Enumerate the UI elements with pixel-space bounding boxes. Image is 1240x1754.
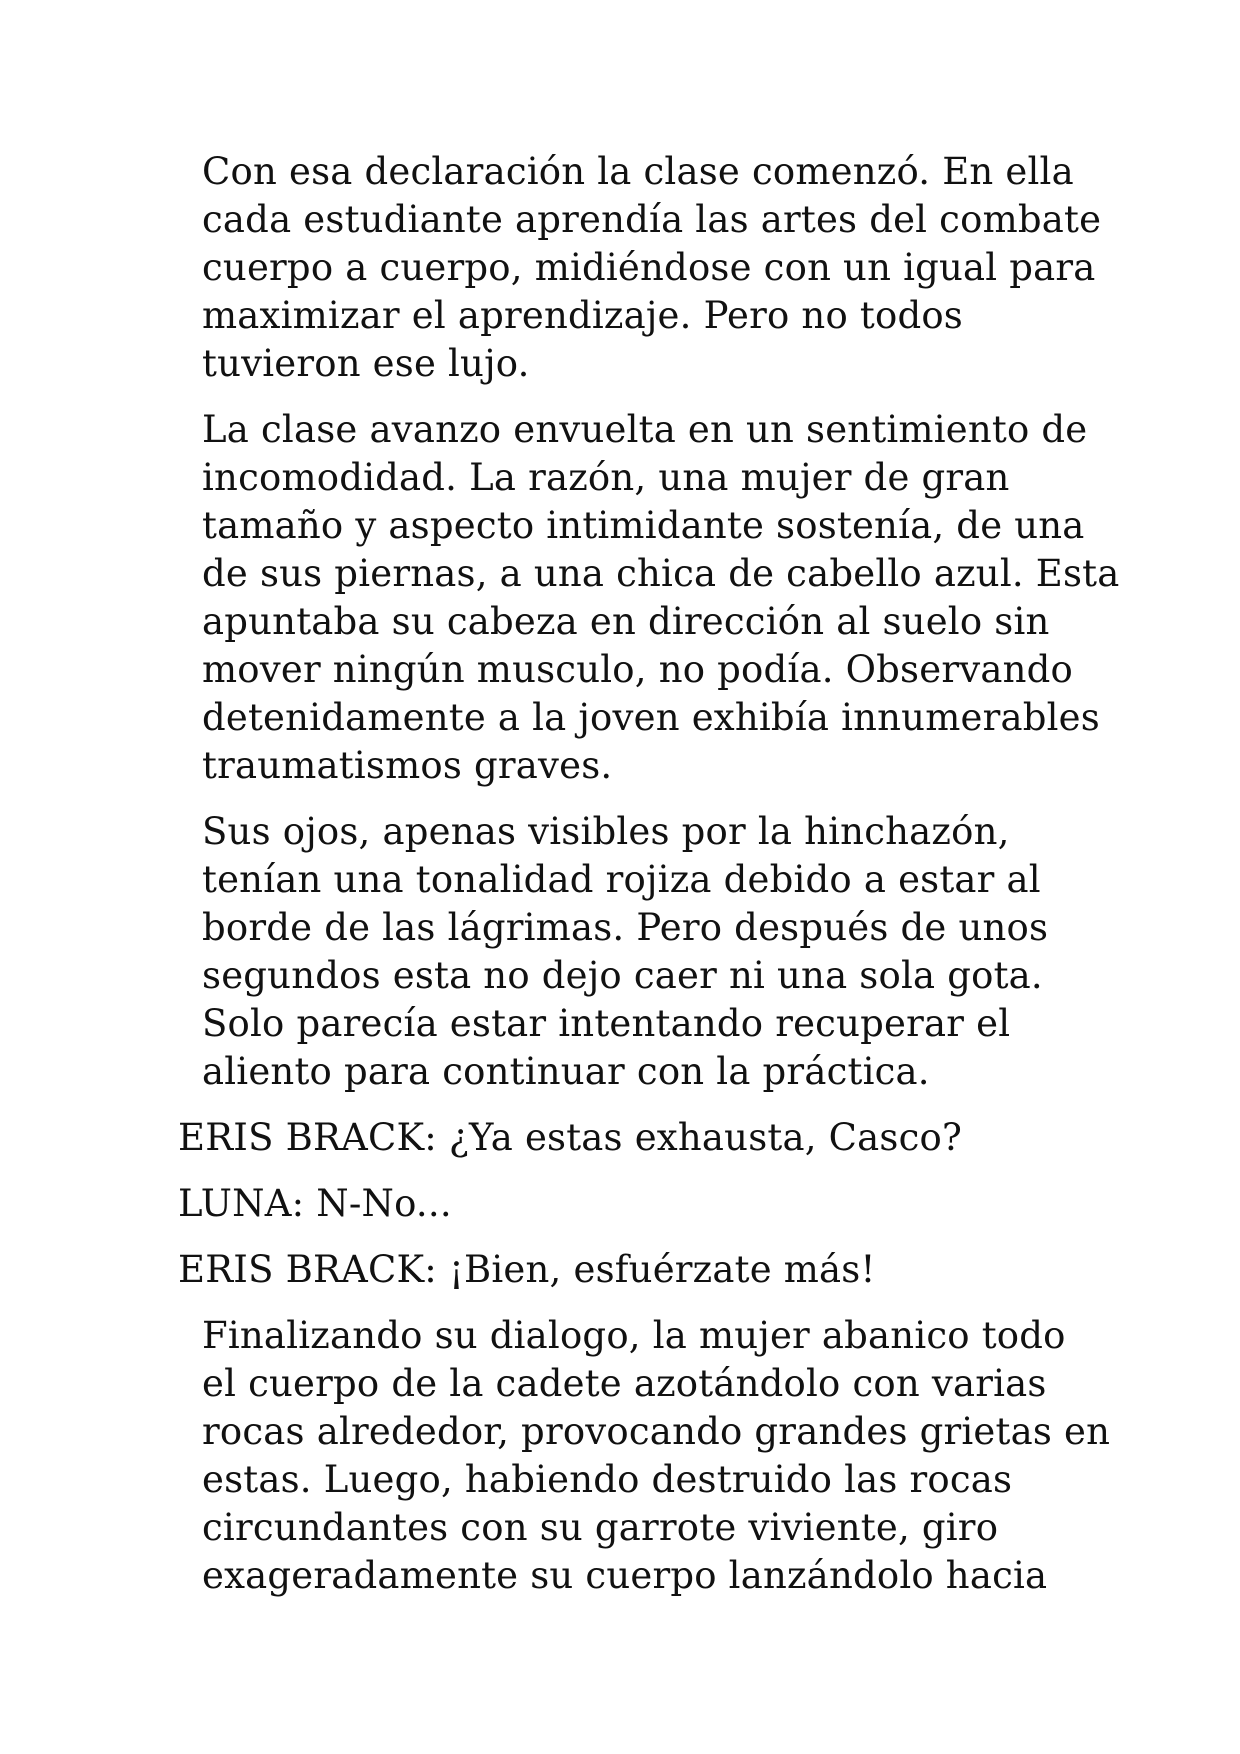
text-line: Solo parecía estar intentando recuperar el	[202, 1002, 1011, 1045]
text-line: tamaño y aspecto intimidante sostenía, de una	[202, 504, 1085, 547]
dialogue-eris-2	[178, 1246, 1078, 1294]
text-line: tenían una tonalidad rojiza debido a estar al	[202, 858, 1041, 901]
text-line: borde de las lágrimas. Pero después de unos	[202, 906, 1049, 949]
text-line: aliento para continuar con la práctica.	[202, 1050, 930, 1093]
paragraph-3	[178, 808, 1078, 1096]
body-text	[178, 148, 1120, 1618]
text-line: Con esa declaración la clase comenzó. En ella	[202, 150, 1074, 193]
text-line: tuvieron ese lujo.	[202, 342, 530, 385]
text-line: apuntaba su cabeza en dirección al suelo sin	[202, 600, 1050, 643]
text-line: La clase avanzo envuelta en un sentimiento de	[202, 408, 1088, 451]
text-line: el cuerpo de la cadete azotándolo con varias	[202, 1362, 1047, 1405]
paragraph-2	[178, 406, 1120, 790]
text-line: incomodidad. La razón, una mujer de gran	[202, 456, 1010, 499]
text-line: Finalizando su dialogo, la mujer abanico todo	[202, 1314, 1066, 1357]
text-line: traumatismos graves.	[202, 744, 613, 787]
paragraph-1	[178, 148, 1102, 388]
text-line: rocas alrededor, provocando grandes grietas en	[202, 1410, 1111, 1453]
text-line: estas. Luego, habiendo destruido las rocas	[202, 1458, 1013, 1501]
text-line: de sus piernas, a una chica de cabello azul. Esta	[202, 552, 1120, 595]
dialogue-line: LUNA: N-No...	[178, 1182, 452, 1225]
text-line: circundantes con su garrote viviente, giro	[202, 1506, 999, 1549]
dialogue-luna	[178, 1180, 1078, 1228]
dialogue-eris-1	[178, 1114, 1078, 1162]
text-line: detenidamente a la joven exhibía innumerables	[202, 696, 1100, 739]
dialogue-line: ERIS BRACK: ¡Bien, esfuérzate más!	[178, 1248, 876, 1291]
text-line: mover ningún musculo, no podía. Observando	[202, 648, 1073, 691]
text-line: exageradamente su cuerpo lanzándolo hacia	[202, 1554, 1048, 1597]
text-line: segundos esta no dejo caer ni una sola gota.	[202, 954, 1043, 997]
text-line: cuerpo a cuerpo, midiéndose con un igual para	[202, 246, 1096, 289]
text-line: maximizar el aprendizaje. Pero no todos	[202, 294, 963, 337]
text-line: Sus ojos, apenas visibles por la hinchazón,	[202, 810, 1010, 853]
dialogue-line: ERIS BRACK: ¿Ya estas exhausta, Casco?	[178, 1116, 963, 1159]
paragraph-4	[178, 1312, 1111, 1600]
text-line: cada estudiante aprendía las artes del combate	[202, 198, 1102, 241]
